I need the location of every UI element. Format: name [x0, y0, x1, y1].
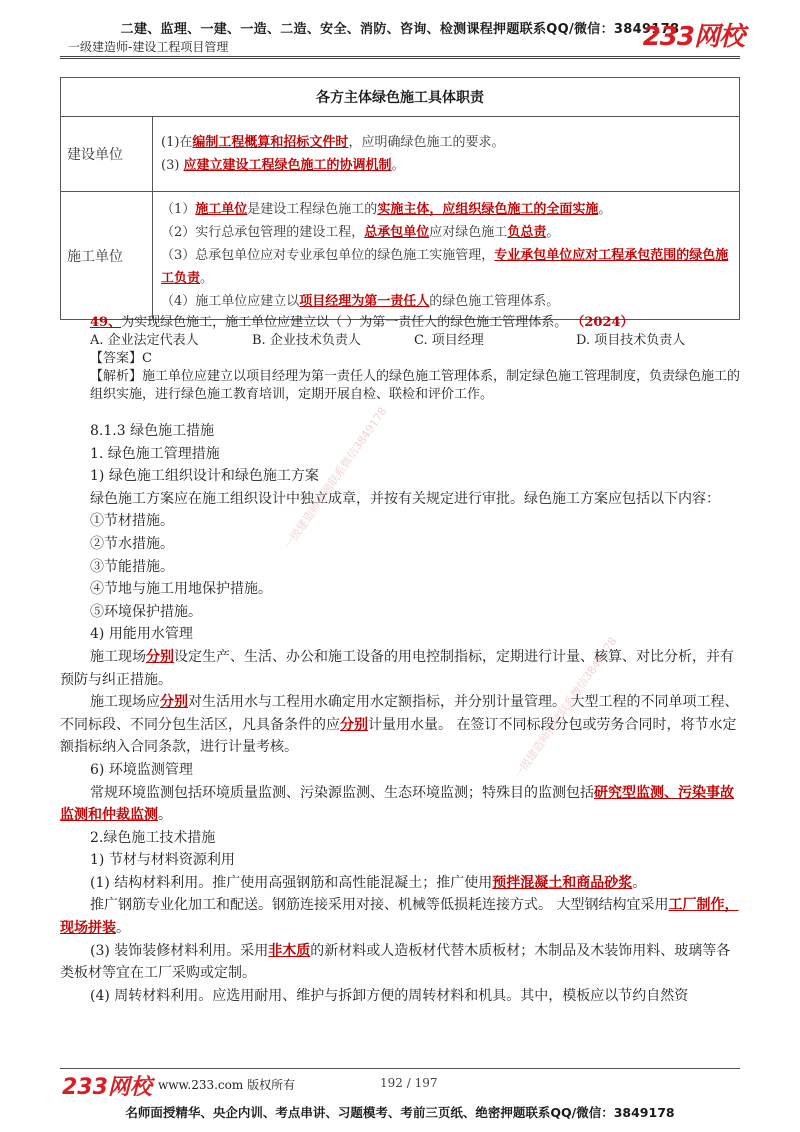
row-label: 施工单位 — [61, 192, 153, 320]
text-run: (1) 结构材料利用。推广使用高强钢筋和高性能混凝土；推广使用 — [90, 874, 493, 891]
text-run: 应对绿色施工 — [429, 225, 508, 240]
text-run: 6) 环境监测管理 — [90, 761, 193, 778]
header-contact-line: 二建、监理、一建、一造、二造、安全、消防、咨询、检测课程押题联系QQ/微信：3849178 — [120, 22, 680, 37]
answer: 【答案】C — [90, 351, 152, 366]
section-heading — [60, 578, 740, 601]
text-run: （4）施工单位应建立以 — [161, 294, 300, 309]
highlighted-term: 分别 — [160, 694, 188, 711]
text-run: 。 — [632, 874, 647, 891]
text-run: 绿色施工方案应在施工组织设计中独立成章，并按有关规定进行审批。绿色施工方案应包括以下内容： — [90, 490, 720, 507]
footer-contact-line: 名师面授精华、央企内训、考点串讲、习题模考、考前三页纸、绝密押题联系QQ/微信：3849178 — [125, 1105, 675, 1120]
section-heading — [60, 849, 740, 872]
header-subtitle: 一级建造师-建设工程项目管理 — [68, 40, 229, 54]
highlighted-term: 专业承包单位应对工程承包范围的绿色施工负责 — [161, 248, 729, 286]
text-run: 。 — [546, 225, 560, 240]
section-heading — [60, 420, 740, 443]
text-run: 设定生产、生活、办公和施工设备的用电控制指标，定期进行计量、核算、对比分析，并有预防与纠正措施。 — [60, 648, 734, 688]
text-run: 1. 绿色施工管理措施 — [90, 445, 220, 462]
duty-line — [161, 198, 731, 221]
paragraph — [60, 691, 740, 759]
text-run: 常规环境监测包括环境质量监测、污染源监测、生态环境监测；特殊目的监测包括 — [90, 784, 594, 801]
section-heading — [60, 533, 740, 556]
paragraph — [60, 894, 740, 939]
question-year: （2024） — [571, 315, 634, 330]
highlighted-term: 分别 — [340, 716, 368, 733]
highlighted-term: 应建立建设工程绿色施工的协调机制 — [183, 158, 392, 173]
text-run: （3）总承包单位应对专业承包单位的绿色施工实施管理， — [161, 248, 495, 263]
table-row — [61, 117, 740, 192]
page-number: 192 / 197 — [380, 1076, 438, 1090]
text-run: 。 — [391, 158, 405, 173]
paragraph — [60, 872, 740, 895]
footer-divider — [60, 1068, 740, 1069]
highlighted-term: 负总责 — [507, 225, 547, 240]
header-divider — [60, 56, 740, 57]
footer-logo: 233网校 — [62, 1075, 152, 1100]
paragraph — [60, 646, 740, 691]
section-heading — [60, 556, 740, 579]
text-run: 。 — [158, 807, 172, 824]
section-heading — [60, 623, 740, 646]
text-run: 是建设工程绿色施工的 — [247, 202, 378, 217]
option-d: D. 项目技术负责人 — [576, 333, 686, 348]
text-run: 。 — [200, 271, 214, 286]
highlighted-term: 分别 — [146, 648, 174, 665]
highlighted-term: 实施主体，应组织绿色施工的全面实施 — [377, 202, 599, 217]
text-run: 推广钢筋专业化加工和配送。钢筋连接采用对接、机械等低损耗连接方式。 大型钢结构宜采用 — [90, 897, 669, 914]
question-number: 49、 — [90, 315, 122, 330]
row-body — [153, 117, 740, 192]
text-run: ①节材措施。 — [90, 513, 174, 530]
question-stem: 为实现绿色施工，施工单位应建立以（ ）为第一责任人的绿色施工管理体系。 — [121, 315, 568, 330]
text-run: ⑤环境保护措施。 — [90, 603, 202, 620]
text-run: 1) 节材与材料资源利用 — [90, 852, 235, 869]
section-heading — [60, 601, 740, 624]
highlighted-term: 预拌混凝土和商品砂浆 — [492, 874, 633, 891]
table-row — [61, 192, 740, 320]
footer-copyright: www.233.com 版权所有 — [158, 1078, 296, 1092]
section-heading — [60, 443, 740, 466]
highlighted-term: 总承包单位 — [364, 225, 430, 240]
text-run: 。 — [116, 920, 130, 937]
text-run: 2.绿色施工技术措施 — [90, 829, 216, 846]
text-run: ，应明确绿色施工的要求。 — [348, 135, 505, 150]
text-run: (3) — [161, 158, 184, 173]
table-title: 各方主体绿色施工具体职责 — [61, 78, 740, 117]
text-run: 4) 用能用水管理 — [90, 626, 193, 643]
duty-line — [161, 221, 731, 244]
text-run: ③节能措施。 — [90, 558, 174, 575]
analysis: 【解析】施工单位应建立以项目经理为第一责任人的绿色施工管理体系，制定绿色施工管理制度，负责绿色施工的组织实施，进行绿色施工教育培训，定期开展自检、联检和评价工作。 — [90, 369, 741, 402]
section-heading — [60, 510, 740, 533]
text-run: 。 — [598, 202, 612, 217]
text-run: (1)在 — [161, 135, 193, 150]
section-heading — [60, 759, 740, 782]
paragraph — [60, 782, 740, 827]
section-heading — [60, 465, 740, 488]
text-run: ④节地与施工用地保护措施。 — [90, 581, 272, 598]
text-run: 施工现场 — [90, 648, 146, 665]
paragraph — [60, 985, 740, 1008]
text-run: 的新材料或人造板材代替木质板材；木制品及木装饰用料、玻璃等各类板材等宜在工厂采购或定制。 — [60, 942, 731, 982]
text-run: 计量用水量。 在签订不同标段分包或劳务合同时，将节水定额指标纳入合同条款，进行计量考核。 — [60, 716, 737, 756]
highlighted-term: 编制工程概算和招标文件时 — [192, 135, 349, 150]
watermark: 一级建造师押题联系微信3849178 — [281, 404, 390, 552]
text-run: 的绿色施工管理体系。 — [429, 294, 560, 309]
text-run: 1) 绿色施工组织设计和绿色施工方案 — [90, 468, 319, 485]
option-b: B. 企业技术负责人 — [252, 333, 361, 348]
row-label: 建设单位 — [61, 117, 153, 192]
duty-line — [161, 154, 731, 177]
duty-line — [161, 244, 731, 290]
text-run: 施工现场应 — [90, 694, 160, 711]
brand-logo: 233网校 — [642, 22, 744, 52]
highlighted-term: 非木质 — [268, 942, 311, 959]
highlighted-term: 项目经理为第一责任人 — [299, 294, 430, 309]
header-divider-2 — [60, 58, 740, 59]
text-run: （1） — [161, 202, 196, 217]
question-options — [90, 332, 740, 350]
option-c: C. 项目经理 — [414, 333, 484, 348]
responsibility-table — [60, 77, 740, 320]
text-run: （2）实行总承包管理的建设工程， — [161, 225, 365, 240]
text-run: 8.1.3 绿色施工措施 — [90, 423, 215, 439]
text-run: ②节水措施。 — [90, 535, 174, 552]
watermark: 一级建造师押题联系微信3849178 — [511, 634, 620, 782]
option-a: A. 企业法定代表人 — [90, 333, 199, 348]
duty-line — [161, 131, 731, 154]
text-run: 对生活用水与工程用水确定用水定额指标，并分别计量管理。 大型工程的不同单项工程、不同标段、不同分包生活区，凡具备条件的应 — [60, 694, 739, 733]
exam-question — [90, 314, 740, 404]
highlighted-term: 施工单位 — [195, 202, 248, 217]
section-heading — [60, 827, 740, 850]
paragraph — [60, 940, 740, 985]
duty-line — [161, 290, 731, 313]
highlighted-term: 研究型监测、污染事故监测和仲裁监测 — [60, 784, 734, 824]
row-body — [153, 192, 740, 320]
paragraph — [60, 488, 740, 511]
highlighted-term: 工厂制作，现场拼装 — [60, 897, 739, 937]
text-run: (4) 周转材料利用。应选用耐用、维护与拆卸方便的周转材料和机具。其中，模板应以节约自然资 — [90, 987, 689, 1004]
text-run: (3) 装饰装修材料利用。采用 — [90, 942, 269, 959]
main-content — [60, 420, 740, 1007]
